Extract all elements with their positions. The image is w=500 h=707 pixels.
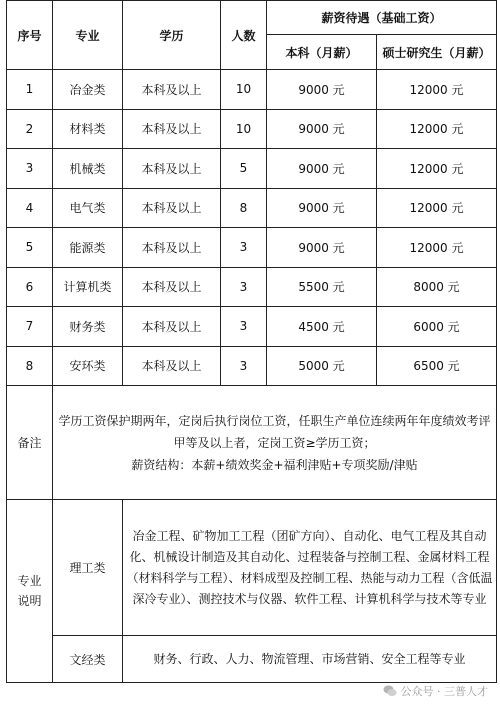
majors-liberal-row: [7, 636, 497, 683]
engineering-label: 理工类: [53, 500, 123, 636]
recruitment-table: [6, 0, 497, 683]
cell-count: 10: [221, 109, 267, 149]
cell-major: 财务类: [53, 307, 123, 347]
watermark-text: 公众号 · 三普人才: [400, 685, 488, 698]
cell-bachelor: 5000 元: [267, 346, 377, 386]
cell-count: 3: [221, 346, 267, 386]
cell-education: 本科及以上: [123, 149, 221, 189]
majors-engineering-row: [7, 500, 497, 636]
remarks-row: [7, 386, 497, 500]
cell-master: 12000 元: [377, 149, 497, 189]
table-row: [7, 307, 497, 347]
header-count: 人数: [221, 1, 267, 70]
cell-education: 本科及以上: [123, 307, 221, 347]
header-major: 专业: [53, 1, 123, 70]
cell-no: 7: [7, 307, 53, 347]
header-row: [7, 1, 497, 35]
header-salary-group: 薪资待遇（基础工资）: [267, 1, 497, 35]
cell-no: 6: [7, 267, 53, 307]
cell-education: 本科及以上: [123, 188, 221, 228]
cell-no: 2: [7, 109, 53, 149]
liberal-majors-text: 财务、行政、人力、物流管理、市场营销、安全工程等专业: [123, 636, 497, 683]
cell-major: 冶金类: [53, 70, 123, 110]
table-row: [7, 70, 497, 110]
header-master: 硕士研究生（月薪）: [377, 35, 497, 70]
table-row: [7, 188, 497, 228]
cell-bachelor: 9000 元: [267, 70, 377, 110]
cell-count: 3: [221, 267, 267, 307]
engineering-majors-text: 冶金工程、矿物加工工程（团矿方向）、自动化、电气工程及其自动化、机械设计制造及其自动化、过程装备与控制工程、金属材料工程（材料科学与工程）、材料成型及控制工程、热能与动力工程（含低温深冷专业）、测控技术与仪器、软件工程、计算机科学与技术等专业: [123, 500, 497, 636]
cell-master: 12000 元: [377, 70, 497, 110]
majors-label: [7, 500, 53, 683]
watermark: [383, 683, 489, 699]
cell-major: 机械类: [53, 149, 123, 189]
cell-major: 材料类: [53, 109, 123, 149]
cell-bachelor: 9000 元: [267, 188, 377, 228]
table-row: [7, 346, 497, 386]
table-row: [7, 149, 497, 189]
remarks-content: [53, 386, 497, 500]
remarks-label: 备注: [7, 386, 53, 500]
cell-bachelor: 4500 元: [267, 307, 377, 347]
majors-label-line-2: 说明: [17, 594, 42, 608]
cell-no: 3: [7, 149, 53, 189]
cell-count: 10: [221, 70, 267, 110]
table-row: [7, 109, 497, 149]
header-bachelor: 本科（月薪）: [267, 35, 377, 70]
cell-major: 能源类: [53, 228, 123, 268]
cell-no: 8: [7, 346, 53, 386]
header-no: 序号: [7, 1, 53, 70]
cell-no: 5: [7, 228, 53, 268]
header-education: 学历: [123, 1, 221, 70]
cell-education: 本科及以上: [123, 346, 221, 386]
cell-bachelor: 9000 元: [267, 109, 377, 149]
cell-major: 计算机类: [53, 267, 123, 307]
cell-count: 3: [221, 307, 267, 347]
cell-master: 8000 元: [377, 267, 497, 307]
remarks-line-1: 学历工资保护期两年，定岗后执行岗位工资，任职生产单位连续两年年度绩效考评甲等及以上者，定岗工资≥学历工资；: [58, 413, 491, 450]
liberal-label: 文经类: [53, 636, 123, 683]
cell-bachelor: 9000 元: [267, 149, 377, 189]
cell-master: 12000 元: [377, 188, 497, 228]
cell-count: 5: [221, 149, 267, 189]
cell-education: 本科及以上: [123, 109, 221, 149]
table-row: [7, 267, 497, 307]
cell-education: 本科及以上: [123, 70, 221, 110]
majors-label-line-1: 专业: [17, 574, 42, 588]
cell-master: 12000 元: [377, 109, 497, 149]
cell-master: 12000 元: [377, 228, 497, 268]
cell-education: 本科及以上: [123, 228, 221, 268]
remarks-line-2: 薪资结构：本薪+绩效奖金+福利津贴+专项奖励/津贴: [131, 457, 418, 472]
cell-count: 3: [221, 228, 267, 268]
cell-master: 6500 元: [377, 346, 497, 386]
table-row: [7, 228, 497, 268]
cell-bachelor: 5500 元: [267, 267, 377, 307]
cell-education: 本科及以上: [123, 267, 221, 307]
cell-bachelor: 9000 元: [267, 228, 377, 268]
wechat-icon: [383, 684, 397, 698]
cell-count: 8: [221, 188, 267, 228]
cell-major: 电气类: [53, 188, 123, 228]
cell-no: 4: [7, 188, 53, 228]
cell-no: 1: [7, 70, 53, 110]
cell-master: 6000 元: [377, 307, 497, 347]
cell-major: 安环类: [53, 346, 123, 386]
